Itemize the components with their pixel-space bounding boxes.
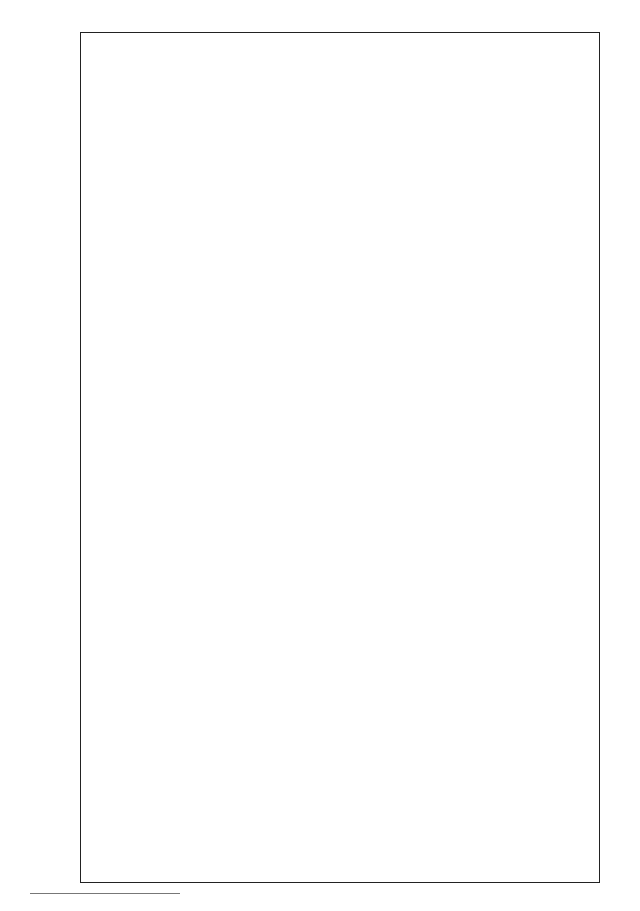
page-number	[32, 411, 50, 481]
bottom-rule	[30, 893, 180, 894]
document-table	[80, 32, 600, 883]
